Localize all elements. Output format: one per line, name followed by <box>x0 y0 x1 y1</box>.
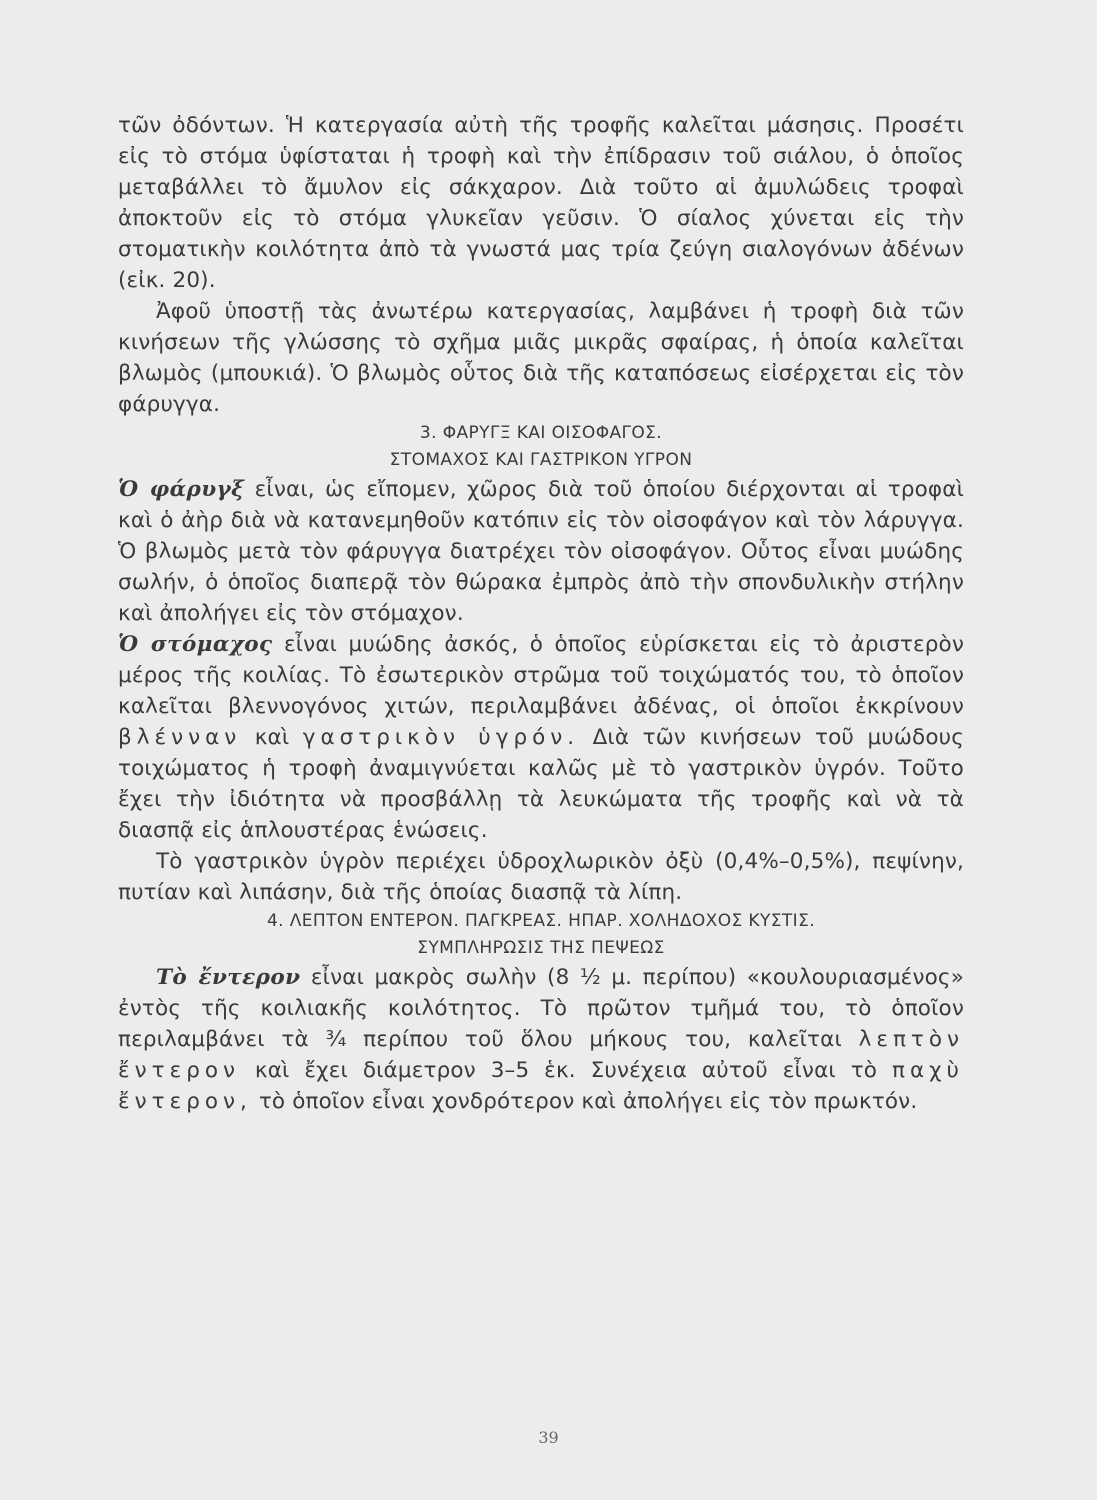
section-3-subheading: ΣΤΟΜΑΧΟΣ ΚΑΙ ΓΑΣΤΡΙΚΟΝ ΥΓΡΟΝ <box>389 450 693 470</box>
paragraph-stomach-text-c: Διὰ τῶν κινήσεων τοῦ μυώδους τοιχώματος ἡ τροφὴ ἀναμιγνύεται καλῶς μὲ τὸ γαστρικὸν ὑγρόν. Τοῦτο ἔχει τὴν ἰδιότητα νὰ προσβάλλῃ τὰ λευκώματα τῆς τροφῆς καὶ νὰ τὰ διασπᾷ εἰς ἁπλουστέρας ἑνώσεις. <box>118 725 964 843</box>
spaced-term-large-intestine: παχὺ ἔντερον, <box>118 1058 964 1114</box>
paragraph-stomach-text-b: καὶ <box>241 725 303 750</box>
paragraph-mastication: τῶν ὀδόντων. Ἡ κατεργασία αὐτὴ τῆς τροφῆς καλεῖται μάσησις. Προσέτι εἰς τὸ στόμα ὑφίσταται ἡ τροφὴ καὶ τὴν ἐπίδρασιν τοῦ σιάλου, ὁ ὁποῖος μεταβάλλει τὸ ἄμυλον εἰς σάκχαρον. Διὰ τοῦτο αἱ ἀμυλώδεις τροφαὶ ἀποκτοῦν εἰς τὸ στόμα γλυκεῖαν γεῦσιν. Ὁ σίαλος χύνεται εἰς τὴν στοματικὴν κοιλότητα ἀπὸ τὰ γνωστά μας τρία ζεύγη σιαλογόνων ἀδένων (εἰκ. 20). <box>118 113 964 293</box>
spaced-term-small-intestine: λεπτὸν ἔντερον <box>118 1027 964 1083</box>
paragraph-pharynx-text: εἶναι, ὡς εἴπομεν, χῶρος διὰ τοῦ ὁποίου διέρχονται αἱ τροφαὶ καὶ ὁ ἀὴρ διὰ νὰ κατανεμηθοῦν κατόπιν εἰς τὸν οἰσοφάγον καὶ τὸν λάρυγγα. Ὁ βλωμὸς μετὰ τὸν φάρυγγα διατρέχει τὸν οἰσοφάγον. Οὗτος εἶναι μυώδης σωλήν, ὁ ὁποῖος διαπερᾷ τὸν θώρακα ἐμπρὸς ἀπὸ τὴν σπονδυλικὴν στήλην καὶ ἀπολήγει εἰς τὸν στόμαχον. <box>118 477 965 626</box>
paragraph-stomach <box>118 629 964 846</box>
section-3-heading: 3. ΦΑΡΥΓΞ ΚΑΙ ΟΙΣΟΦΑΓΟΣ. <box>419 423 663 443</box>
paragraph-bolus: Ἀφοῦ ὑποστῇ τὰς ἀνωτέρω κατεργασίας, λαμβάνει ἡ τροφὴ διὰ τῶν κινήσεων τῆς γλώσσης τὸ σχῆμα μιᾶς μικρᾶς σφαίρας, ἡ ὁποία καλεῖται βλωμὸς (μπουκιά). Ὁ βλωμὸς οὗτος διὰ τῆς καταπόσεως εἰσέρχεται εἰς τὸν φάρυγγα. <box>118 299 964 417</box>
spaced-term-gastric-juice: γαστρικὸν ὑγρόν. <box>302 725 580 750</box>
paragraph-intestine <box>118 962 964 1117</box>
paragraph-intestine-text-a: εἶναι μακρὸς σωλὴν (8 ½ μ. περίπου) «κουλουριασμένος» ἐντὸς τῆς κοιλιακῆς κοιλότητος. Τὸ πρῶτον τμῆμά του, τὸ ὁποῖον περιλαμβάνει τὰ ¾ περίπου τοῦ ὅλου μήκους του, καλεῖται <box>118 965 964 1052</box>
page-body <box>118 110 964 1117</box>
term-pharynx: Ὁ φάρυγξ <box>118 477 245 502</box>
paragraph-pharynx <box>118 474 964 629</box>
page-number: 39 <box>538 1428 559 1447</box>
section-4-subheading: ΣΥΜΠΛΗΡΩΣΙΣ ΤΗΣ ΠΕΨΕΩΣ <box>417 938 665 958</box>
term-intestine: Τὸ ἔντερον <box>156 965 301 990</box>
paragraph-stomach-text-a: εἶναι μυώδης ἀσκός, ὁ ὁποῖος εὑρίσκεται εἰς τὸ ἀριστερὸν μέρος τῆς κοιλίας. Τὸ ἐσωτερικὸν στρῶμα τοῦ τοιχώματός του, τὸ ὁποῖον καλεῖται βλεννογόνος χιτών, περιλαμβάνει ἀδένας, οἱ ὁποῖοι ἐκκρίνουν <box>118 632 964 719</box>
paragraph-gastric-juice: Τὸ γαστρικὸν ὑγρὸν περιέχει ὑδροχλωρικὸν ὀξὺ (0,4%–0,5%), πεψίνην, πυτίαν καὶ λιπάσην, διὰ τῆς ὁποίας διασπᾷ τὰ λίπη. <box>118 849 964 905</box>
paragraph-intestine-text-b: καὶ ἔχει διάμετρον 3–5 ἑκ. Συνέχεια αὐτοῦ εἶναι τὸ <box>240 1058 893 1083</box>
term-stomach: Ὁ στόμαχος <box>118 632 273 657</box>
spaced-term-mucus: βλένναν <box>118 725 242 750</box>
paragraph-intestine-text-c: τὸ ὁποῖον εἶναι χονδρότερον καὶ ἀπολήγει εἰς τὸν πρωκτόν. <box>251 1089 918 1114</box>
section-4-heading: 4. ΛΕΠΤΟΝ ΕΝΤΕΡΟΝ. ΠΑΓΚΡΕΑΣ. ΗΠΑΡ. ΧΟΛΗΔΟΧΟΣ ΚΥΣΤΙΣ. <box>266 911 816 931</box>
